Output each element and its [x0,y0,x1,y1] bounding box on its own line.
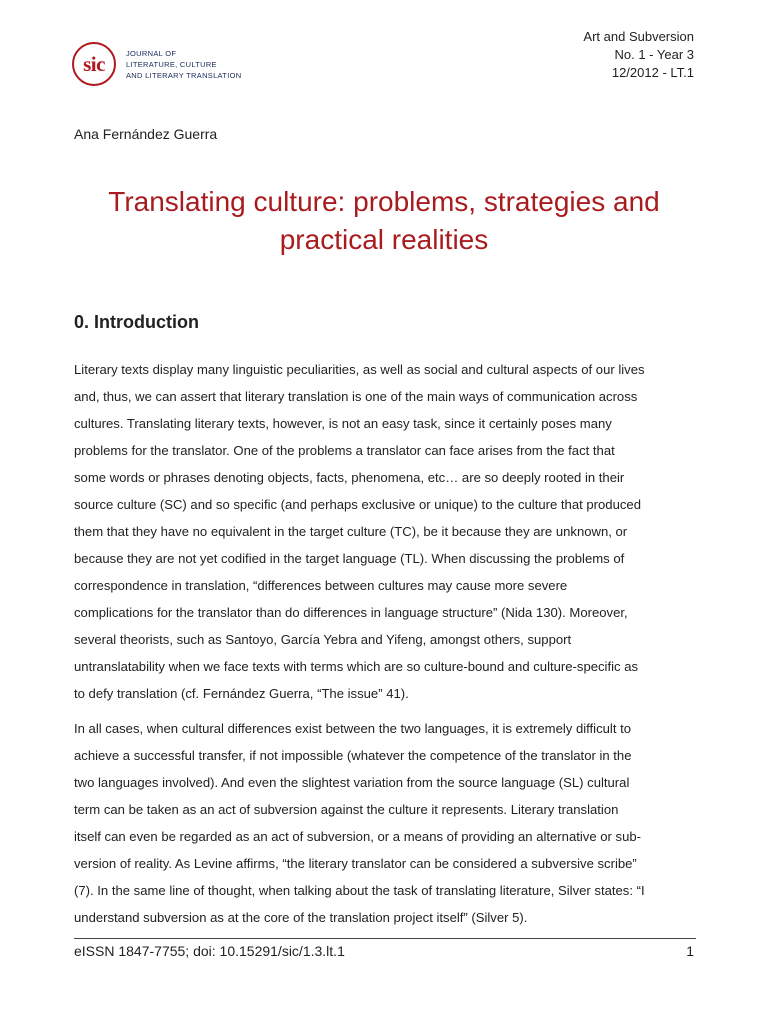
text-line: correspondence in translation, “differences between cultures may cause more severe [74,578,568,593]
text-line: to defy translation (cf. Fernández Guerra, “The issue” 41). [74,686,409,701]
article-title [60,183,708,259]
text-line: itself can even be regarded as an act of subversion, or a means of providing an alternative or sub- [74,829,641,844]
text-line: version of reality. As Levine affirms, “the literary translator can be considered a subversive scribe” [74,856,637,871]
text-line: achieve a successful transfer, if not impossible (whatever the competence of the translator in the [74,748,632,763]
title-line: Translating culture: problems, strategies and [108,186,660,217]
logo-line: JOURNAL OF [126,48,177,58]
section-heading: 0. Introduction [74,312,199,332]
text-line: untranslatability when we face texts with terms which are so culture-bound and culture-specific as [74,659,639,674]
logo-line: AND LITERARY TRANSLATION [126,70,242,80]
article-body [74,356,696,939]
journal-logo [72,42,241,86]
paragraph [74,715,696,931]
text-line: complications for the translator than do differences in language structure” (Nida 130). Moreover, [74,605,628,620]
text-line: and, thus, we can assert that literary translation is one of the main ways of communication across [74,389,638,404]
journal-issue-info [583,28,694,82]
logo-line: LITERATURE, CULTURE [126,59,217,69]
text-line: problems for the translator. One of the problems a translator can face arises from the fact that [74,443,615,458]
logo-mark: sic [72,42,116,86]
paragraph [74,356,696,707]
text-line: term can be taken as an act of subversion against the culture it represents. Literary translation [74,802,619,817]
text-line: two languages involved). And even the slightest variation from the source language (SL) cultural [74,775,630,790]
issue-theme: Art and Subversion [583,29,694,44]
page-number: 1 [686,943,694,959]
text-line: some words or phrases denoting objects, facts, phenomena, etc… are so deeply rooted in their [74,470,625,485]
footer-identifier: eISSN 1847-7755; doi: 10.15291/sic/1.3.lt.1 [74,943,345,959]
text-line: source culture (SC) and so specific (and perhaps exclusive or unique) to the culture that produced [74,497,641,512]
text-line: In all cases, when cultural differences exist between the two languages, it is extremely difficult to [74,721,632,736]
text-line: (7). In the same line of thought, when talking about the task of translating literature, Silver states: “I [74,883,645,898]
footer-divider [74,938,696,939]
author-name: Ana Fernández Guerra [74,126,218,142]
title-line: practical realities [279,224,489,255]
text-line: understand subversion as at the core of the translation project itself” (Silver 5). [74,910,528,925]
issue-date: 12/2012 - LT.1 [611,65,694,80]
issue-number: No. 1 - Year 3 [614,47,694,62]
text-line: cultures. Translating literary texts, however, is not an easy task, since it certainly poses many [74,416,612,431]
text-line: them that they have no equivalent in the target culture (TC), be it because they are unknown, or [74,524,628,539]
text-line: Literary texts display many linguistic peculiarities, as well as social and cultural aspects of our lives [74,362,645,377]
text-line: because they are not yet codified in the target language (TL). When discussing the problems of [74,551,625,566]
logo-wordmark [126,48,241,81]
text-line: several theorists, such as Santoyo, García Yebra and Yifeng, amongst others, support [74,632,572,647]
